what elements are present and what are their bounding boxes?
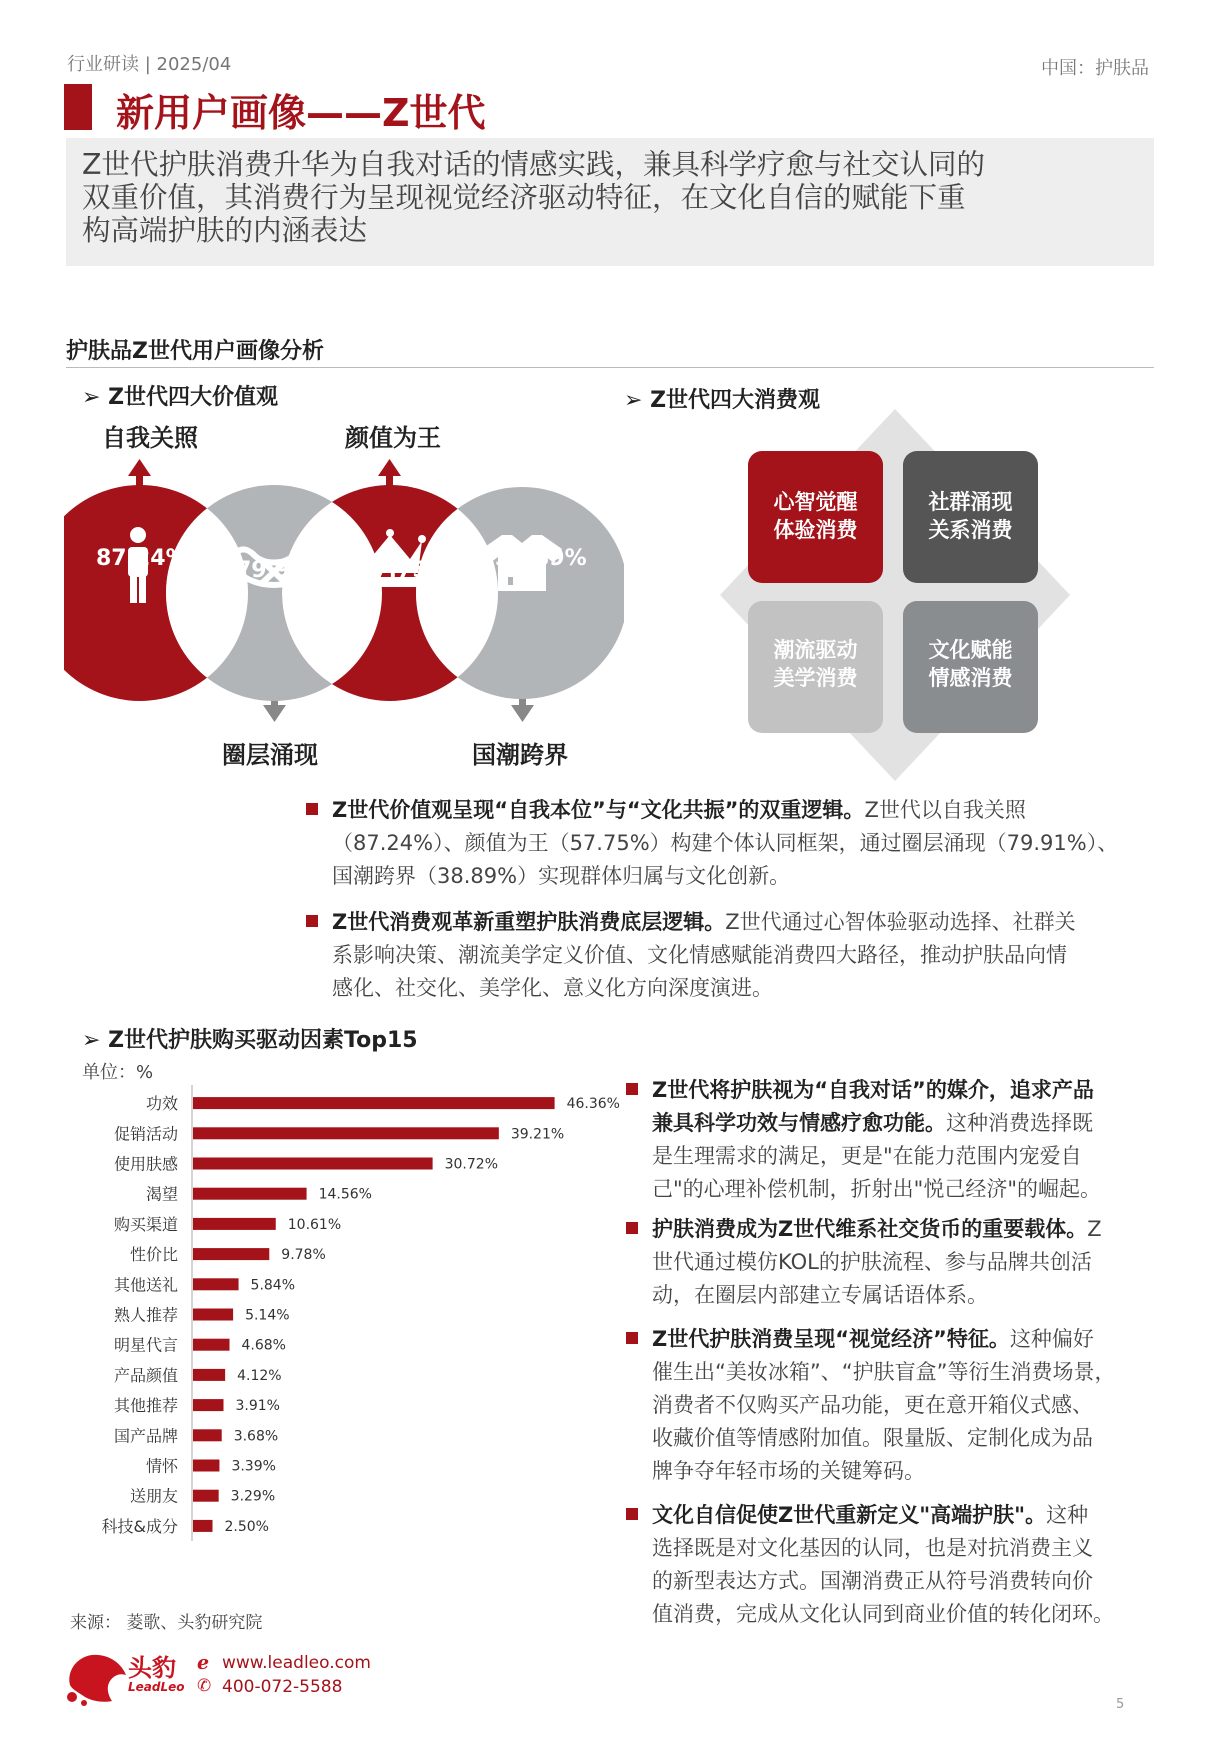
value-label-self-care: 自我关照 [102,424,198,452]
value-label: 4.68% [241,1337,286,1354]
value-label: 5.14% [245,1307,290,1324]
category-label: 熟人推荐 [113,1305,178,1325]
value-label: 3.39% [231,1458,276,1475]
right-paragraph-1-l1: 这种消费选择既 [946,1111,1093,1135]
value-label: 3.29% [230,1488,276,1505]
percent-guochao-label: 38.89% [495,546,587,571]
summary-line-2: 双重价值，其消费行为呈现视觉经济驱动特征，在文化自信的赋能下重 [82,181,966,214]
value-label: 14.56% [318,1186,372,1203]
value-label: 4.12% [237,1367,282,1384]
category-label: 其他推荐 [113,1396,178,1416]
source-note: 来源： 菱歌、头豹研究院 [70,1613,263,1633]
right-paragraph-1-l3: 己"的心理补偿机制，折射出"悦己经济"的崛起。 [652,1177,1101,1201]
phone-number: 400-072-5588 [222,1677,343,1697]
category-label: 促销活动 [113,1124,178,1144]
quadrant-community-line1: 社群涌现 [928,490,1013,514]
value-label: 10.61% [287,1216,342,1233]
category-label: 购买渠道 [113,1214,178,1234]
value-label-appearance: 颜值为王 [345,424,441,452]
value-label: 9.78% [281,1247,326,1264]
values-paragraph-l3: 国潮跨界（38.89%）实现群体归属与文化创新。 [332,864,791,888]
bar [193,1188,307,1200]
value-label-circle: 圈层涌现 [222,741,318,769]
brand-cn: 头豹 [128,1654,176,1682]
driver-bar-chart [66,1085,626,1600]
summary-box [66,138,1154,266]
category-label: 明星代言 [113,1335,178,1355]
right-paragraph-1-bold: 兼具科学功效与情感疗愈功能。 [652,1111,946,1135]
quadrant-culture-line1: 文化赋能 [928,638,1013,662]
quadrant-mind-line2: 体验消费 [773,518,858,542]
value-label: 3.68% [233,1428,279,1445]
bar [193,1218,276,1230]
chart-unit: 单位：% [82,1062,154,1083]
consumption-paragraph-l1: Z世代通过心智体验驱动选择、社群关 [725,910,1076,934]
right-paragraph-3-l3: 收藏价值等情感附加值。限量版、定制化成为品 [652,1426,1093,1450]
page-number: 5 [1116,1697,1125,1712]
values-paragraph [306,794,1156,893]
quadrant-trend-line2: 美学消费 [773,666,858,690]
title-accent-bar [64,84,92,130]
category-label: 使用肤感 [113,1154,178,1174]
bullet-icon [626,1222,638,1234]
right-paragraph-3-lead: Z世代护肤消费呈现“视觉经济”特征。 [652,1327,1010,1351]
bullet-icon [306,915,318,927]
percent-appearance-label: 57.75% [358,558,450,583]
bar [193,1248,269,1260]
right-paragraph-4-l1: 选择既是对文化基因的认同，也是对抗消费主义 [652,1536,1093,1560]
right-paragraph-2-l2: 动，在圈层内部建立专属话语体系。 [652,1283,988,1307]
bar [193,1369,225,1381]
values-venn-diagram [64,455,624,725]
quadrant-community-line2: 关系消费 [928,518,1013,542]
right-paragraph-3 [626,1323,1146,1488]
web-icon: ℯ [197,1652,210,1674]
value-label: 5.84% [250,1277,296,1294]
leadleo-logo-icon [62,1645,132,1707]
bar [193,1158,433,1170]
bar [193,1097,555,1109]
bar [193,1309,233,1321]
section-title: 护肤品Z世代用户画像分析 [66,339,324,364]
consumption-heading: ➢ Z世代四大消费观 [624,388,821,413]
quadrant-mind-text [748,488,883,544]
value-label-guochao: 国潮跨界 [472,741,568,769]
right-paragraph-2-l0: Z [1087,1217,1102,1241]
category-label: 其他送礼 [113,1275,178,1295]
right-paragraph-3-l4: 牌争夺年轻市场的关键筹码。 [652,1459,925,1483]
summary-line-1: Z世代护肤消费升华为自我对话的情感实践，兼具科学疗愈与社交认同的 [82,148,986,181]
consumption-paragraph-l3: 感化、社交化、美学化、意义化方向深度演进。 [332,976,773,1000]
chart-heading: ➢ Z世代护肤购买驱动因素Top15 [82,1028,418,1053]
right-paragraph-2-lead: 护肤消费成为Z世代维系社交货币的重要载体。 [652,1217,1088,1241]
bar [193,1399,223,1411]
right-paragraph-4-l0: 这种 [1046,1503,1089,1527]
right-paragraph-3-l2: 消费者不仅购买产品功能，更在意开箱仪式感、 [652,1393,1093,1417]
values-heading: ➢ Z世代四大价值观 [82,385,279,410]
quadrant-mind-line1: 心智觉醒 [773,490,858,514]
right-paragraph-4-l3: 值消费，完成从文化认同到商业价值的转化闭环。 [652,1602,1114,1626]
category-label: 渴望 [145,1184,178,1204]
consumption-paragraph-l2: 系影响决策、潮流美学定义价值、文化情感赋能消费四大路径，推动护肤品向情 [332,943,1067,967]
category-label: 送朋友 [129,1486,178,1506]
values-paragraph-l2: （87.24%）、颜值为王（57.75%）构建个体认同框架，通过圈层涌现（79.91%）、 [332,831,1119,855]
bullet-icon [626,1083,638,1095]
quadrant-culture-text [903,636,1038,692]
bar [193,1127,499,1139]
value-label: 3.91% [235,1398,280,1415]
bar [193,1429,222,1441]
website-link[interactable]: www.leadleo.com [222,1653,371,1673]
values-paragraph-lead: Z世代价值观呈现“自我本位”与“文化共振”的双重逻辑。 [332,798,865,822]
values-paragraph-l1: Z世代以自我关照 [864,798,1026,822]
consumption-paragraph [306,906,1156,1005]
bar [193,1278,239,1290]
category-label: 产品颜值 [113,1365,178,1385]
bullet-icon [306,803,318,815]
right-paragraph-1-lead: Z世代将护肤视为“自我对话”的媒介，追求产品 [652,1078,1094,1102]
right-paragraph-4-l2: 的新型表达方式。国潮消费正从符号消费转向价 [652,1569,1093,1593]
consumption-quadrant-diagram [700,405,1090,785]
right-paragraph-4 [626,1499,1146,1631]
bar [193,1339,230,1351]
right-paragraph-2 [626,1213,1146,1312]
bullet-icon [626,1508,638,1520]
right-paragraph-1 [626,1074,1146,1206]
category-label: 科技&成分 [101,1516,178,1536]
quadrant-culture-line2: 情感消费 [928,666,1013,690]
page-title: 新用户画像——Z世代 [116,91,486,135]
quadrant-trend-line1: 潮流驱动 [773,638,858,662]
report-tag: 行业研读 | 2025/04 [67,54,232,75]
category-label: 功效 [145,1094,178,1114]
percent-self-care-label: 87.24% [96,546,188,571]
quadrant-trend-text [748,636,883,692]
category-label: 国产品牌 [113,1426,178,1446]
phone-icon: ✆ [197,1676,212,1696]
right-paragraph-3-l0: 这种偏好 [1009,1327,1094,1351]
summary-line-3: 构高端护肤的内涵表达 [82,214,368,247]
value-label: 39.21% [510,1126,565,1143]
right-paragraph-1-l2: 是生理需求的满足，更是"在能力范围内宠爱自 [652,1144,1082,1168]
category-label: 情怀 [145,1456,178,1476]
consumption-paragraph-lead: Z世代消费观革新重塑护肤消费底层逻辑。 [332,910,726,934]
value-label: 46.36% [566,1096,620,1113]
value-label: 30.72% [444,1156,499,1173]
category-tag: 中国：护肤品 [1041,58,1149,79]
right-paragraph-4-lead: 文化自信促使Z世代重新定义"高端护肤"。 [652,1503,1047,1527]
percent-circle-label: 79.91% [236,558,328,583]
value-label: 2.50% [224,1518,269,1535]
category-label: 性价比 [129,1245,178,1265]
brand-en: LeadLeo [128,1680,185,1694]
bar [193,1490,219,1502]
right-paragraph-2-l1: 世代通过模仿KOL的护肤流程、参与品牌共创活 [652,1250,1092,1274]
quadrant-community-text [903,488,1038,544]
right-paragraph-3-l1: 催生出“美妆冰箱”、“护肤盲盒”等衍生消费场景， [652,1360,1116,1384]
bar [193,1520,213,1532]
bar [193,1460,219,1472]
section-divider [66,367,1154,368]
bullet-icon [626,1332,638,1344]
